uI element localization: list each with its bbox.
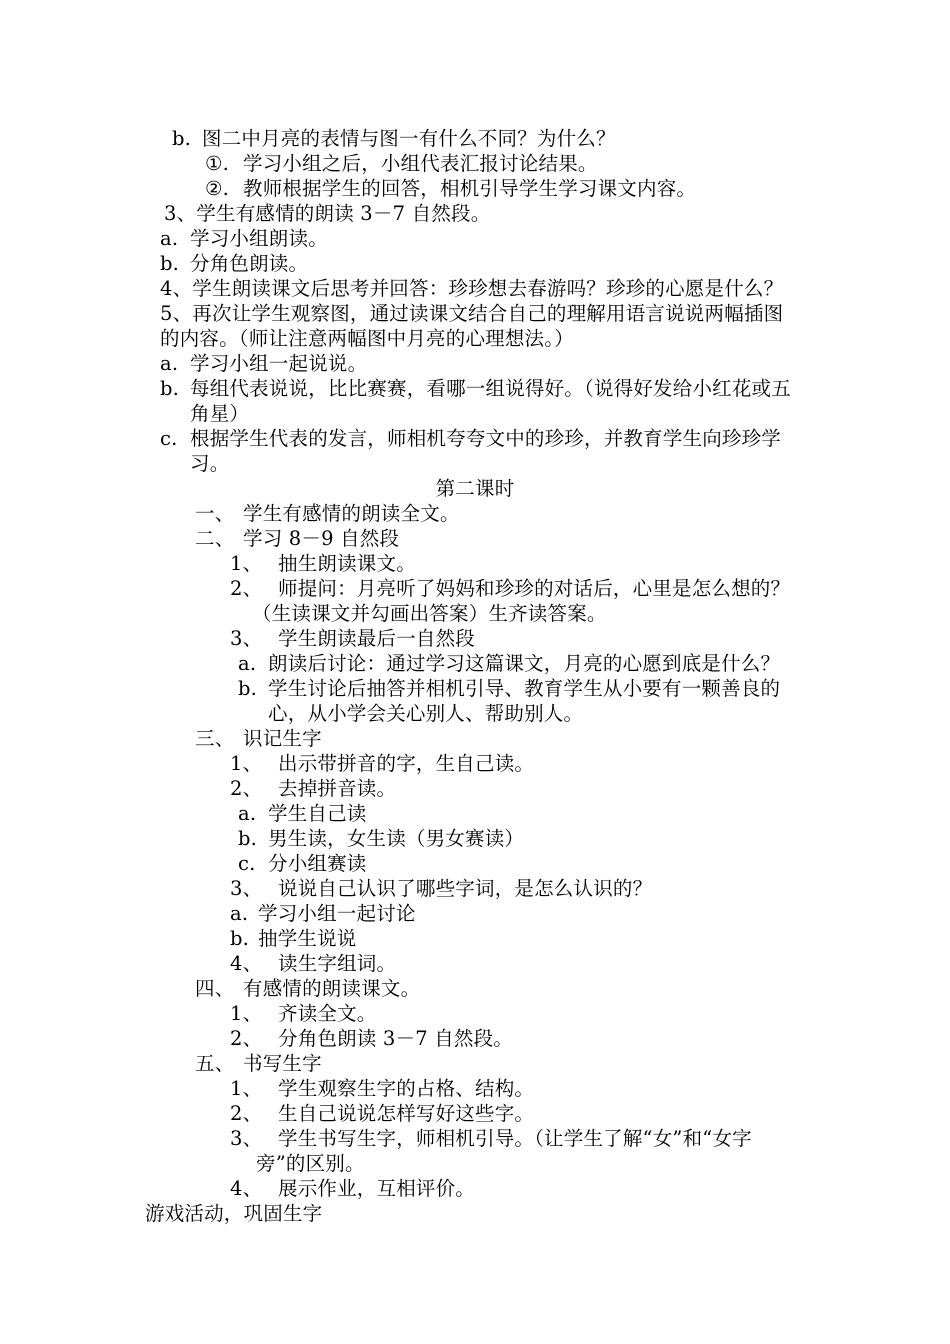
text-line xyxy=(160,251,308,276)
line-text: （生读课文并勾画出答案）生齐读答案。 xyxy=(252,602,607,625)
text-line xyxy=(230,1076,534,1101)
list-marker: 3、 xyxy=(230,627,263,650)
list-marker: 一、 xyxy=(195,502,235,525)
line-text: 分角色朗读。 xyxy=(190,252,309,275)
text-line xyxy=(195,501,460,526)
line-text: 角星） xyxy=(190,402,250,425)
text-line xyxy=(230,551,416,576)
list-marker: 2、 xyxy=(230,777,263,800)
text-line xyxy=(230,1101,534,1126)
line-text: 学习小组一起说说。 xyxy=(190,352,368,375)
list-marker: 1、 xyxy=(230,552,263,575)
text-line xyxy=(160,326,574,351)
list-marker: c. xyxy=(238,852,256,875)
list-marker: c. xyxy=(160,427,178,450)
line-text: 书写生字 xyxy=(243,1052,322,1075)
list-marker: a. xyxy=(238,652,257,675)
text-line xyxy=(230,926,357,951)
text-line xyxy=(256,1151,365,1176)
text-line xyxy=(160,426,781,451)
line-text: 第二课时 xyxy=(435,477,515,500)
line-text: 3、学生有感情的朗读 3－7 自然段。 xyxy=(164,202,491,225)
list-marker: ①. xyxy=(205,152,230,175)
line-text: 分小组赛读 xyxy=(268,852,367,875)
list-marker: 1、 xyxy=(230,1002,263,1025)
text-line xyxy=(230,1176,475,1201)
text-line xyxy=(230,626,475,651)
list-marker: 4、 xyxy=(230,1177,263,1200)
text-line xyxy=(164,201,490,226)
text-line xyxy=(195,726,322,751)
line-text: 抽学生说说 xyxy=(258,927,357,950)
list-marker: 2、 xyxy=(230,1027,263,1050)
list-marker: b. xyxy=(172,127,192,150)
text-line xyxy=(195,1051,322,1076)
text-line xyxy=(230,1126,752,1151)
text-line xyxy=(160,276,783,301)
text-line xyxy=(205,151,598,176)
text-line xyxy=(205,176,696,201)
line-text: 齐读全文。 xyxy=(278,1002,377,1025)
line-text: 4、学生朗读课文后思考并回答：珍珍想去春游吗？珍珍的心愿是什么？ xyxy=(160,277,784,300)
list-marker: a. xyxy=(160,352,179,375)
list-marker: 二、 xyxy=(195,527,235,550)
text-line xyxy=(268,701,583,726)
list-marker: b. xyxy=(230,927,250,950)
line-text: 生自己说说怎样写好这些字。 xyxy=(278,1102,535,1125)
line-text: 学生自己读 xyxy=(268,802,367,825)
line-text: 分角色朗读 3－7 自然段。 xyxy=(278,1027,514,1050)
text-line xyxy=(230,951,396,976)
text-line xyxy=(238,651,780,676)
line-text: 每组代表说说，比比赛赛，看哪一组说得好。（说得好发给小红花或五 xyxy=(190,377,791,400)
text-line xyxy=(160,351,367,376)
line-text: 学生书写生字，师相机引导。（让学生了解“女”和“女字 xyxy=(278,1127,752,1150)
line-text: 学习小组一起讨论 xyxy=(258,902,416,925)
section-heading xyxy=(0,476,950,501)
list-marker: 四、 xyxy=(195,977,235,1000)
list-marker: 1、 xyxy=(230,752,263,775)
line-text: 师提问：月亮听了妈妈和珍珍的对话后，心里是怎么想的？ xyxy=(278,577,791,600)
text-line xyxy=(160,301,783,326)
line-text: 旁”的区别。 xyxy=(256,1152,365,1175)
text-line xyxy=(195,976,420,1001)
text-line xyxy=(230,576,790,601)
list-marker: ②. xyxy=(205,177,230,200)
line-text: 去掉拼音读。 xyxy=(278,777,397,800)
text-line xyxy=(230,1026,513,1051)
list-marker: 4、 xyxy=(230,952,263,975)
line-text: 5、再次让学生观察图，通过读课文结合自己的理解用语言说说两幅插图 xyxy=(160,302,784,325)
line-text: 出示带拼音的字，生自己读。 xyxy=(278,752,535,775)
line-text: 教师根据学生的回答，相机引导学生学习课文内容。 xyxy=(243,177,697,200)
text-line xyxy=(238,851,367,876)
line-text: 图二中月亮的表情与图一有什么不同？为什么？ xyxy=(202,127,616,150)
list-marker: 2、 xyxy=(230,577,263,600)
line-text: 习。 xyxy=(190,452,230,475)
line-text: 说说自己认识了哪些字词，是怎么认识的？ xyxy=(278,877,653,900)
list-marker: b. xyxy=(160,252,180,275)
text-line xyxy=(160,376,791,401)
line-text: 学生有感情的朗读全文。 xyxy=(243,502,460,525)
text-line xyxy=(252,601,607,626)
line-text: 学生观察生字的占格、结构。 xyxy=(278,1077,535,1100)
text-line xyxy=(230,776,396,801)
list-marker: b. xyxy=(160,377,180,400)
line-text: 学习 8－9 自然段 xyxy=(243,527,400,550)
text-line xyxy=(160,226,328,251)
line-text: 学生朗读最后一自然段 xyxy=(278,627,476,650)
text-line xyxy=(238,676,780,701)
text-line xyxy=(230,751,534,776)
list-marker: 1、 xyxy=(230,1077,263,1100)
line-text: 学生讨论后抽答并相机引导、教育学生从小要有一颗善良的 xyxy=(268,677,781,700)
line-text: 读生字组词。 xyxy=(278,952,397,975)
line-text: 有感情的朗读课文。 xyxy=(243,977,421,1000)
text-line xyxy=(238,801,367,826)
line-text: 心，从小学会关心别人、帮助别人。 xyxy=(268,702,584,725)
text-line xyxy=(230,1001,377,1026)
list-marker: a. xyxy=(230,902,249,925)
text-line xyxy=(195,526,399,551)
list-marker: a. xyxy=(238,802,257,825)
list-marker: 2、 xyxy=(230,1102,263,1125)
list-marker: 3、 xyxy=(230,1127,263,1150)
line-text: 学习小组之后，小组代表汇报讨论结果。 xyxy=(243,152,598,175)
text-line xyxy=(145,1201,322,1226)
line-text: 识记生字 xyxy=(243,727,322,750)
text-line xyxy=(172,126,616,151)
line-text: 学习小组朗读。 xyxy=(190,227,328,250)
list-marker: 三、 xyxy=(195,727,235,750)
list-marker: a. xyxy=(160,227,179,250)
text-line xyxy=(230,901,416,926)
list-marker: 五、 xyxy=(195,1052,235,1075)
text-line xyxy=(230,876,652,901)
line-text: 的内容。（师让注意两幅图中月亮的心理想法。） xyxy=(160,327,574,350)
list-marker: b. xyxy=(238,677,258,700)
text-line xyxy=(190,451,229,476)
list-marker: b. xyxy=(238,827,258,850)
line-text: 展示作业，互相评价。 xyxy=(278,1177,476,1200)
list-marker: 3、 xyxy=(230,877,263,900)
line-text: 游戏活动，巩固生字 xyxy=(145,1202,323,1225)
text-line xyxy=(190,401,249,426)
text-line xyxy=(238,826,524,851)
line-text: 抽生朗读课文。 xyxy=(278,552,416,575)
line-text: 男生读，女生读（男女赛读） xyxy=(268,827,525,850)
line-text: 朗读后讨论：通过学习这篇课文，月亮的心愿到底是什么？ xyxy=(268,652,781,675)
line-text: 根据学生代表的发言，师相机夸夸文中的珍珍，并教育学生向珍珍学 xyxy=(190,427,782,450)
